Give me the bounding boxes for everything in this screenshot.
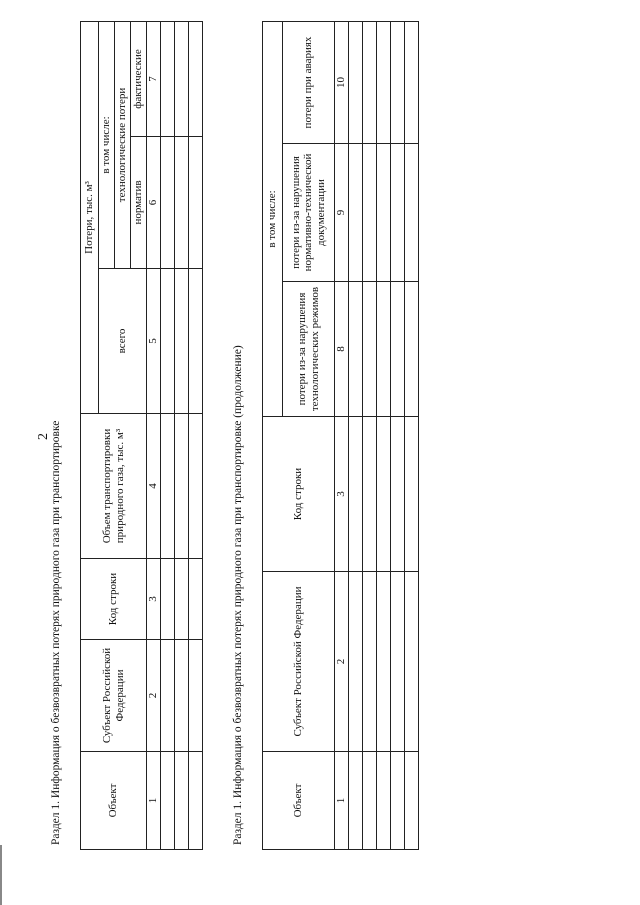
section2-title: Раздел 1. Информация о безвозвратных потерях природного газа при транспортировке (продолжение): [232, 345, 244, 845]
s1-colnum: 3: [147, 559, 161, 640]
s1-colnum: 5: [147, 269, 161, 414]
s2-empty-row: [349, 22, 363, 850]
s1-header-including: в том числе:: [99, 22, 115, 269]
s1-header-row-code: Код строки: [81, 559, 147, 640]
s2-empty-row: [391, 22, 405, 850]
s2-header-object: Объект: [263, 752, 335, 850]
s2-colnum: 10: [335, 22, 349, 144]
s1-colnum: 1: [147, 752, 161, 850]
s2-header-subject: Субъект Российской Федерации: [263, 572, 335, 752]
section1-title: Раздел 1. Информация о безвозвратных потерях природного газа при транспортировке: [50, 420, 62, 845]
s1-column-numbers-row: [147, 22, 161, 850]
s1-colnum: 6: [147, 137, 161, 269]
s2-header-row-code: Код строки: [263, 417, 335, 572]
s1-colnum: 4: [147, 414, 161, 559]
s1-header-total: всего: [99, 269, 147, 414]
s2-header-accidents: потери при авариях: [283, 22, 335, 144]
s2-header-doc-violation: потери из-за нарушения нормативно-технической документации: [283, 144, 335, 282]
s2-colnum: 3: [335, 417, 349, 572]
s1-header-subject: Субъект Российской Федерации: [81, 640, 147, 752]
s2-empty-row: [377, 22, 391, 850]
s1-header-losses: Потери, тыс. м³: [81, 22, 99, 414]
s2-header-including: в том числе:: [263, 22, 283, 417]
s1-empty-row: [161, 22, 175, 850]
page-number: 2: [36, 433, 51, 440]
s2-colnum: 9: [335, 144, 349, 282]
s1-empty-row: [175, 22, 189, 850]
s2-header-tech-modes: потери из-за нарушения технологических режимов: [283, 282, 335, 417]
s1-colnum: 2: [147, 640, 161, 752]
section1-table: [80, 21, 203, 850]
s2-colnum: 1: [335, 752, 349, 850]
s2-empty-row: [405, 22, 419, 850]
s2-column-numbers-row: [335, 22, 349, 850]
s1-header-actual: фактические: [131, 22, 147, 137]
s1-header-volume: Объем транспортировки природного газа, тыс. м³: [81, 414, 147, 559]
s2-empty-row: [363, 22, 377, 850]
s1-empty-row: [189, 22, 203, 850]
s1-header-tech-losses: технологические потери: [115, 22, 131, 269]
s2-colnum: 8: [335, 282, 349, 417]
s1-colnum: 7: [147, 22, 161, 137]
s2-colnum: 2: [335, 572, 349, 752]
section2-table: [262, 21, 419, 850]
s1-header-norm: норматив: [131, 137, 147, 269]
s1-header-object: Объект: [81, 752, 147, 850]
